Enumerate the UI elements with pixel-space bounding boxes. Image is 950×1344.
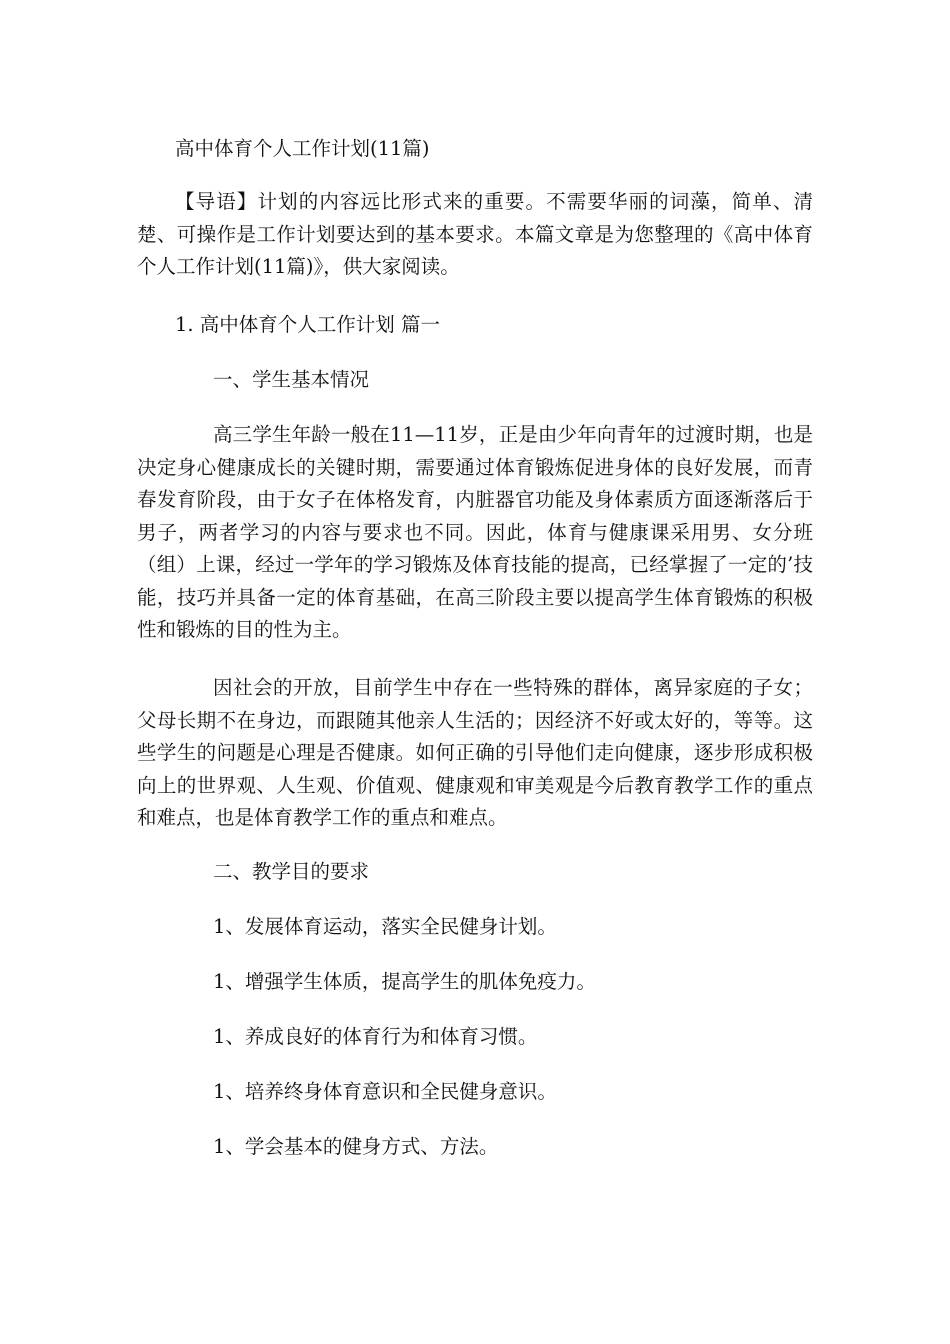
goal-item: 1、养成良好的体育行为和体育习惯。	[213, 1025, 538, 1048]
document-title: 高中体育个人工作计划(11篇)	[175, 137, 430, 160]
goal-item: 1、培养终身体育意识和全民健身意识。	[213, 1080, 557, 1103]
goal-item: 1、学会基本的健身方式、方法。	[213, 1135, 499, 1158]
sub-heading-student-situation: 一、学生基本情况	[213, 368, 370, 391]
goal-item: 1、增强学生体质，提高学生的肌体免疫力。	[213, 970, 596, 993]
section-heading: 1. 高中体育个人工作计划 篇一	[175, 313, 441, 336]
body-paragraph-1: 高三学生年龄一般在11—11岁，正是由少年向青年的过渡时期，也是决定身心健康成长的关键时期，需要通过体育锻炼促进身体的良好发展，而青春发育阶段，由于女子在体格发育，内脏器官功能及身体素质方面逐渐落后于男子，两者学习的内容与要求也不同。因此，体育与健康课采用男、女分班（组）上课，经过一学年的学习锻炼及体育技能的提高，已经掌握了一定的’技能，技巧并具备一定的体育基础，在高三阶段主要以提高学生体育锻炼的积极性和锻炼的目的性为主。	[137, 423, 813, 641]
body-paragraph-2: 因社会的开放，目前学生中存在一些特殊的群体，离异家庭的子女；父母长期不在身边，而跟随其他亲人生活的；因经济不好或太好的，等等。这些学生的问题是心理是否健康。如何正确的引导他们走向健康，逐步形成积极向上的世界观、人生观、价值观、健康观和审美观是今后教育教学工作的重点和难点，也是体育教学工作的重点和难点。	[137, 676, 813, 829]
sub-heading-teaching-goals: 二、教学目的要求	[213, 860, 370, 883]
intro-paragraph: 【导语】计划的内容远比形式来的重要。不需要华丽的词藻，简单、清楚、可操作是工作计划要达到的基本要求。本篇文章是为您整理的《高中体育个人工作计划(11篇)》，供大家阅读。	[137, 190, 813, 278]
goal-item: 1、发展体育运动，落实全民健身计划。	[213, 915, 557, 938]
